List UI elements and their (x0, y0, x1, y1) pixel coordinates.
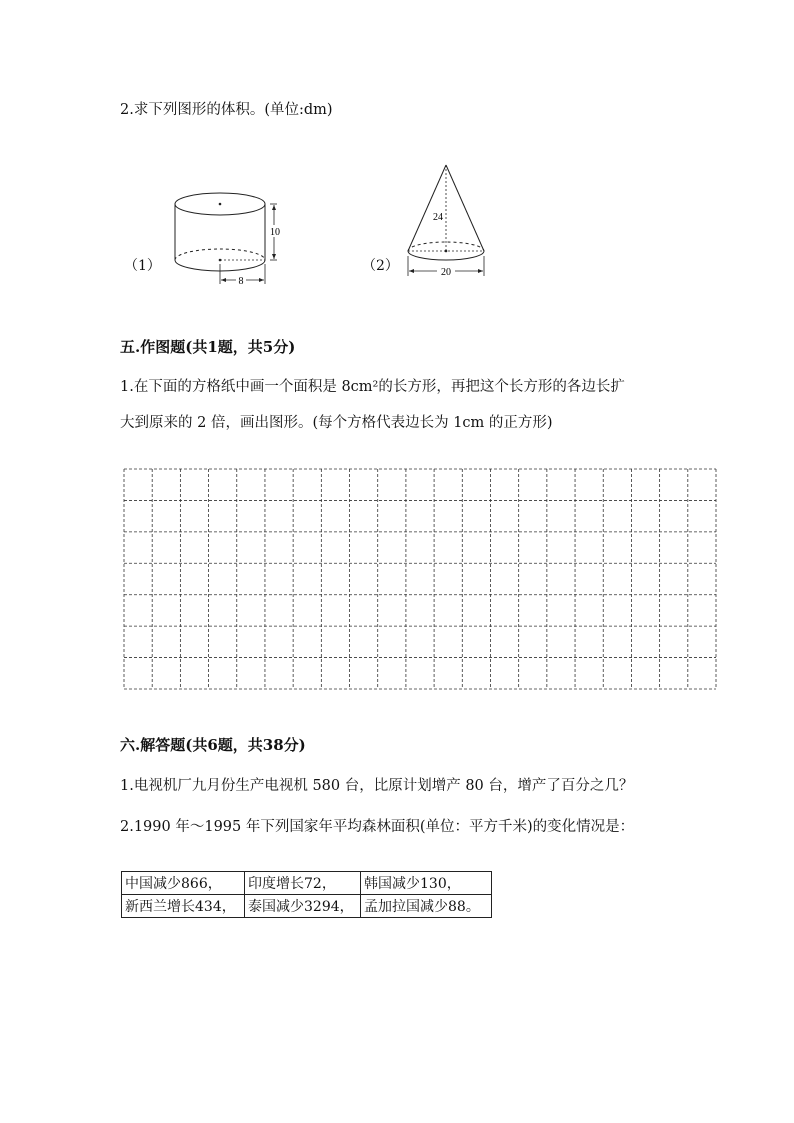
section5-heading: 五.作图题(共1题，共5分) (120, 338, 296, 356)
cone-height-label: 24 (433, 212, 443, 223)
cone-diameter-label: 20 (441, 267, 451, 278)
cylinder-figure (165, 182, 295, 292)
table-row (122, 895, 492, 918)
table-cell: 印度增长72， (245, 872, 361, 895)
table-cell: 中国减少866， (122, 872, 245, 895)
section6-q1: 1.电视机厂九月份生产电视机 580 台，比原计划增产 80 台，增产了百分之几？ (120, 778, 634, 794)
section5-q1-line1: 1.在下面的方格纸中画一个面积是 8cm²的长方形，再把这个长方形的各边长扩 (120, 379, 625, 395)
q2-title: 2.求下列图形的体积。(单位:dm) (120, 102, 333, 118)
table-cell: 韩国减少130， (361, 872, 492, 895)
fig2-label: （2） (362, 258, 399, 274)
table-row (122, 872, 492, 895)
section6-q2: 2.1990 年～1995 年下列国家年平均森林面积(单位：平方千米)的变化情况是： (120, 819, 635, 835)
forest-change-table (121, 871, 492, 918)
cone-figure (400, 160, 500, 282)
table-cell: 孟加拉国减少88。 (361, 895, 492, 918)
section6-heading: 六.解答题(共6题，共38分) (120, 736, 306, 754)
table-cell: 新西兰增长434， (122, 895, 245, 918)
section5-q1-line2: 大到原来的 2 倍，画出图形。(每个方格代表边长为 1cm 的正方形) (120, 415, 553, 431)
cylinder-radius-label: 8 (238, 276, 244, 287)
table-cell: 泰国减少3294， (245, 895, 361, 918)
fig1-label: （1） (124, 258, 161, 274)
cylinder-height-label: 10 (270, 227, 280, 238)
graph-paper-grid[interactable] (123, 468, 717, 690)
